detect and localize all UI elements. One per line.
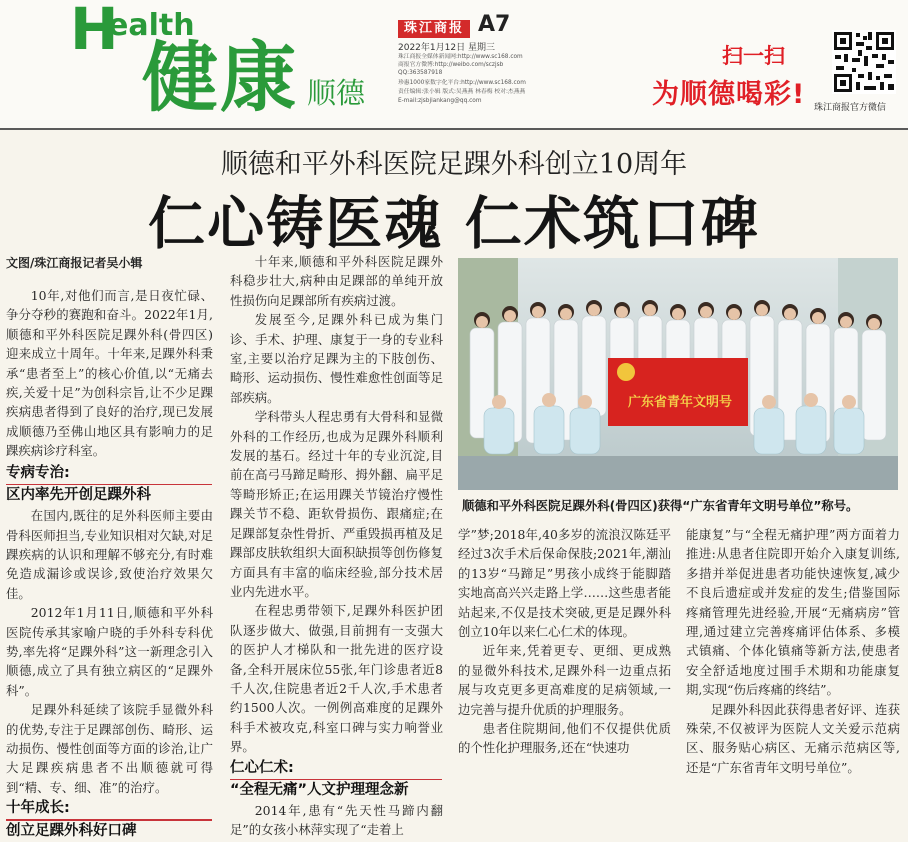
paragraph: 在程忠勇带领下,足踝外科医护团队逐步做大、做强,目前拥有一支强大的医护人才梯队和一批先进的医疗设备,全科开展床位55张,年门诊患者近8千人次,住院患者近2千人次,手术患者约1500人次。一例例高难度的足踝外科手术被攻克,科室口碑与实力响誉业界。 [230,603,443,755]
qr-code-icon[interactable] [832,30,896,94]
paragraph: 学”梦;2018年,40多岁的流浪汉陈廷平经过3次手术后保命保肢;2021年,潮汕的13岁“马蹄足”男孩小成终于能脚踏实地高高兴兴走路上学……这些患者能站起来,不仅是技术突破,更是足踝外科创立10年以来仁心仁术的体现。 [458,527,671,640]
paragraph: 近年来,凭着更专、更细、更成熟的显微外科技术,足踝外科一边重点拓展与攻克更多更高难度的足病领域,一边完善与提升优质的护理服务。 [458,643,671,717]
page-number: A7 [478,12,511,37]
section-logo-h: H [70,0,119,63]
article-column-4 [686,525,900,777]
info-platform: 珍惠1000家数字化平台:http://www.sc168.com [398,80,526,86]
subheading: “全程无痛”人文护理理念新 [230,782,409,799]
paragraph: 足踝外科延续了该院手显微外科的优势,专注于足踝部创伤、畸形、运动损伤、慢性创面等方面的诊治,让广大足踝疾病患者不出顺德就可得到“精、专、细、准”的治疗。 [6,702,213,795]
section-title: 健康 [142,33,298,122]
paragraph: 2014年,患有“先天性马蹄内翻足”的女孩小林萍实现了“走着上 [230,803,443,838]
article-column-3 [458,525,671,758]
article-headline: 仁心铸医魂 仁术筑口碑 [148,191,760,257]
photo-caption: 顺德和平外科医院足踝外科(骨四区)获得“广东省青年文明号单位”称号。 [462,499,859,513]
section-subtitle: 顺德 [307,76,366,110]
subheading-kicker: 十年成长: [6,800,70,817]
info-website: 珠江商报全媒体新闻网:http://www.sc168.com [398,54,523,60]
publication-date: 2022年1月12日 星期三 [398,43,495,53]
paragraph: 能康复”与“全程无痛护理”两方面着力推进:从患者住院即开始介入康复训练,多措并举促进患者功能快速恢复,减少不良后遗症或并发症的发生;借鉴国际疼痛管理先进经验,开展“无痛病房”管理,通过建立完善疼痛评估体系、多模式镇痛、个体化镇痛等新方法,使患者安全舒适地度过围手术期和功能康复期,实现“伤后疼痛的终结”。 [686,527,900,698]
article-kicker: 顺德和平外科医院足踝外科创立10周年 [220,149,688,180]
section-logo-text: ealth [108,8,195,43]
paragraph: 患者住院期间,他们不仅提供优质的个性化护理服务,还在“快速功 [458,721,671,756]
paragraph: 十年来,顺德和平外科医院足踝外科稳步壮大,病种由足踝部的单纯开放性损伤向足踝部所有疾病过渡。 [230,254,443,308]
banner-text: 广东省青年文明号 [627,395,733,410]
subheading: 区内率先开创足踝外科 [6,487,151,504]
info-email: E-mail:zjsbjiankang@qq.com [398,98,482,104]
scan-slogan: 为顺德喝彩! [652,79,806,110]
paragraph: 发展至今,足踝外科已成为集门诊、手术、护理、康复于一身的专业科室,主要以治疗足踝为主的下肢创伤、畸形、运动损伤、慢性难愈性创面等足部疾病。 [230,312,443,405]
paragraph: 2012年1月11日,顺德和平外科医院传承其家喻户晓的手外科专科优势,率先将“足踝外科”这一新理念引入顺德,成立了具有独立病区的“足踝外科”。 [6,605,213,698]
subheading: 创立足踝外科好口碑 [6,822,137,839]
subheading-kicker: 专病专治: [6,464,70,481]
paragraph: 在国内,既往的足外科医师主要由骨科医师担当,专业知识相对欠缺,对足踝疾病的认识和理解不够充分,有时难免造成漏诊或误诊,致使治疗效果欠佳。 [6,508,213,601]
paragraph: 10年,对他们而言,是日夜忙碌、争分夺秒的赛跑和奋斗。2022年1月,顺德和平外科医院足踝外科(骨四区)迎来成立十周年。十年来,足踝外科秉承“患者至上”的核心价值,以“无痛去疾,关爱十足”为创科宗旨,让不少足踝疾病患者得到了良好的治疗,现已发展成顺德乃至佛山地区具有影响力的足踝疾病诊疗科室。 [6,288,213,459]
scan-prompt: 扫一扫 [722,44,785,68]
article-column-1 [6,286,213,842]
info-editors: 责任编辑:张小辑 版式:吴燕燕 林春梅 校对:杰燕燕 [398,89,526,95]
paragraph: 足踝外科因此获得患者好评、连获殊荣,不仅被评为医院人文关爱示范病区、服务贴心病区、无痛示范病区等,还是“广东省青年文明号单位”。 [686,701,900,775]
header-divider [0,128,908,130]
paragraph: 学科带头人程忠勇有大骨科和显微外科的工作经历,也成为足踝外科顺利发展的基石。经过十年的专业沉淀,目前在高弓马蹄足畸形、拇外翻、扁平足等畸形矫正;在运用踝关节镜治疗慢性踝关节不稳、距软骨损伤、跟痛症;在足踝部复杂性骨折、严重毁损再植及足踝部皮肤软组织大面积缺损等创伤修复方面具有丰富的临床经验,部分技术居业内先进水平。 [230,409,443,599]
info-qq: QQ:363587918 [398,70,443,76]
newspaper-logo: 珠江商报 [398,20,470,38]
qr-caption: 珠江商报官方微信 [814,103,887,113]
team-photo [458,258,898,490]
info-weibo: 商报官方微博:http://weibo.com/sczjsb [398,62,504,68]
subheading-kicker: 仁心仁术: [230,759,294,776]
article-column-2 [230,252,443,840]
article-byline: 文图/珠江商报记者吴小辑 [6,256,143,270]
